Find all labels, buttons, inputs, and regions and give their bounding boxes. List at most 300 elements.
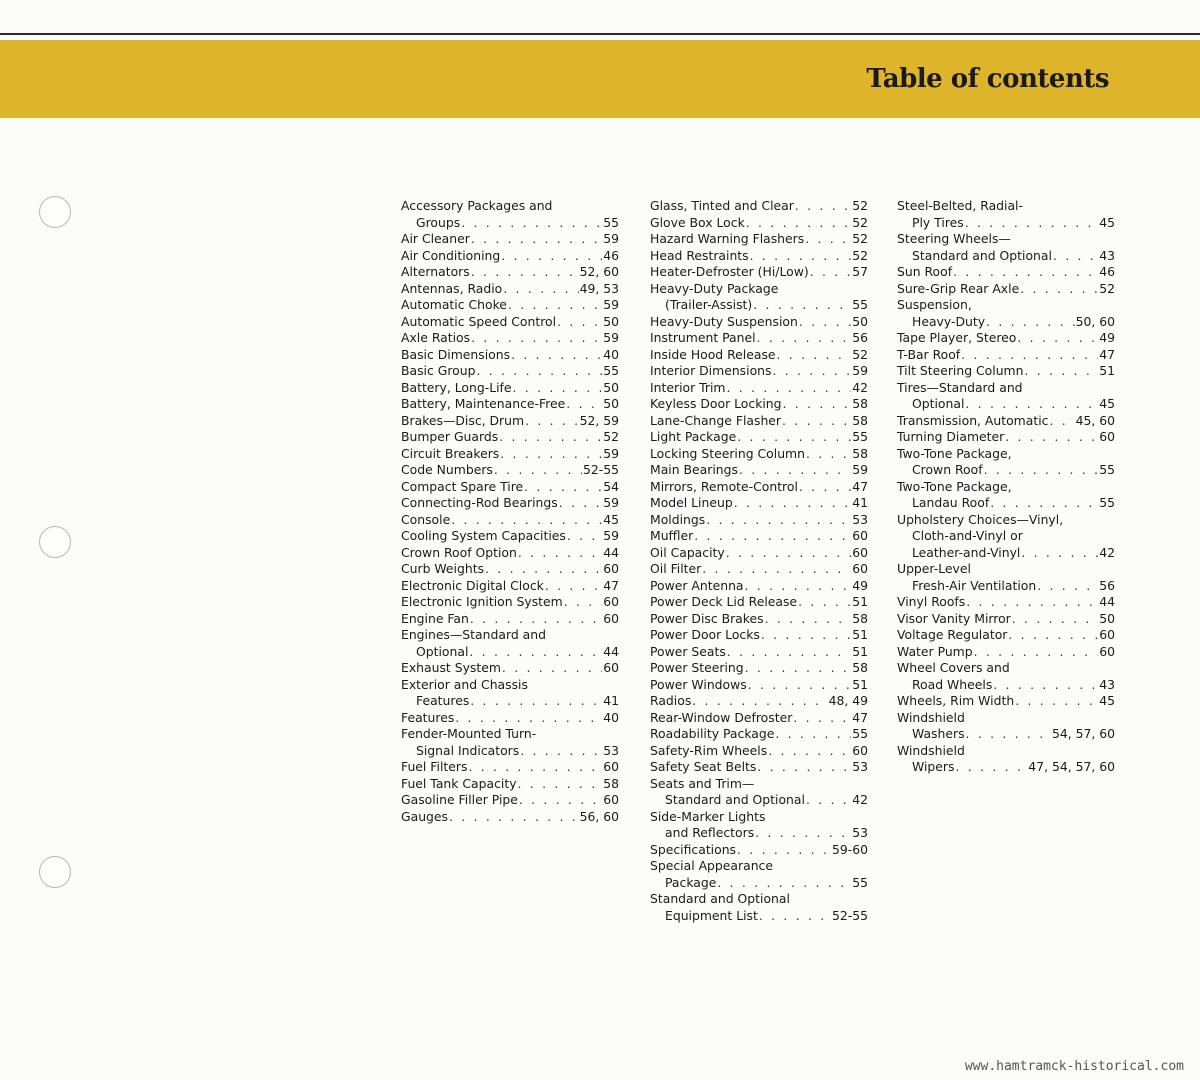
dot-leader xyxy=(750,248,852,265)
top-rule xyxy=(0,33,1200,35)
index-entry xyxy=(650,314,868,331)
entry-page-number: 60 xyxy=(1099,643,1115,659)
entry-page-number: 60 xyxy=(603,561,619,576)
entry-page-number: 59 xyxy=(603,528,619,543)
entry-page-number: 55 xyxy=(852,874,868,890)
entry-label: Rear-Window Defroster xyxy=(650,709,793,725)
entry-label: Basic Dimensions xyxy=(401,346,511,362)
index-entry xyxy=(650,248,868,265)
entry-page-number: 50 xyxy=(852,313,868,329)
index-entry xyxy=(897,561,1115,594)
dot-leader xyxy=(567,528,602,545)
dot-leader xyxy=(471,264,579,281)
entry-page-number: 45 xyxy=(603,511,619,527)
dot-leader xyxy=(518,545,602,562)
entry-page-number: 52 xyxy=(1099,280,1115,296)
dot-leader xyxy=(470,611,602,628)
entry-page-number: 58 xyxy=(852,610,868,626)
entry-page-number: 58 xyxy=(852,445,868,461)
entry-label: Muffler xyxy=(650,528,694,543)
index-entry xyxy=(650,710,868,727)
entry-page-number: 60 xyxy=(852,742,868,758)
index-entry xyxy=(401,627,619,660)
index-entry xyxy=(401,578,619,595)
dot-leader xyxy=(470,693,602,710)
dot-leader xyxy=(564,594,603,611)
dot-leader xyxy=(1020,281,1098,298)
dot-leader xyxy=(545,578,602,595)
entry-page-number: 51 xyxy=(852,627,868,642)
entry-page-number: 55 xyxy=(852,297,868,312)
index-entry xyxy=(897,429,1115,446)
entry-page-number: 59 xyxy=(603,495,619,510)
dot-leader xyxy=(782,413,851,430)
entry-label: Tape Player, Stereo xyxy=(897,330,1017,345)
entry-page-number: 50 xyxy=(603,313,619,329)
entry-page-number: 46 xyxy=(603,247,619,263)
dot-leader xyxy=(955,759,1027,776)
dot-leader xyxy=(494,462,582,479)
index-entry xyxy=(650,726,868,743)
dot-leader xyxy=(761,627,851,644)
dot-leader xyxy=(757,759,851,776)
entry-page-number: 51 xyxy=(852,594,868,609)
entry-label: Transmission, Automatic xyxy=(897,412,1049,428)
dot-leader xyxy=(757,330,852,347)
dot-leader xyxy=(798,594,851,611)
entry-page-number: 47, 54, 57, 60 xyxy=(1028,759,1115,774)
entry-label: Engines—Standard and xyxy=(401,627,546,642)
entry-page-number: 53 xyxy=(852,759,868,774)
entry-page-number: 52 xyxy=(852,198,868,213)
dot-leader xyxy=(984,462,1099,479)
index-entry xyxy=(650,363,868,380)
dot-leader xyxy=(993,677,1098,694)
entry-label: Hazard Warning Flashers xyxy=(650,231,805,246)
entry-label: Side-Marker Lights xyxy=(650,808,766,824)
dot-leader xyxy=(449,809,579,826)
entry-page-number: 60 xyxy=(1099,627,1115,642)
dot-leader xyxy=(717,875,851,892)
entry-label: Keyless Door Locking xyxy=(650,396,782,411)
entry-page-number: 59 xyxy=(603,445,619,461)
index-entry xyxy=(650,429,868,446)
dot-leader xyxy=(485,561,602,578)
dot-leader xyxy=(739,462,851,479)
dot-leader xyxy=(518,776,603,793)
dot-leader xyxy=(692,693,827,710)
entry-page-number: 55 xyxy=(603,214,619,230)
entry-label: Oil Capacity xyxy=(650,544,725,560)
index-entry xyxy=(650,842,868,859)
dot-leader xyxy=(765,611,852,628)
entry-page-number: 56, 60 xyxy=(579,808,619,824)
entry-label: Roadability Package xyxy=(650,726,775,741)
entry-page-number: 60 xyxy=(852,544,868,560)
entry-page-number: 52-55 xyxy=(831,907,868,923)
entry-page-number: 47 xyxy=(1099,346,1115,362)
index-entry xyxy=(650,776,868,809)
index-entry xyxy=(650,660,868,677)
entry-page-number: 60 xyxy=(603,759,619,774)
index-entry xyxy=(897,363,1115,380)
index-entry xyxy=(401,726,619,759)
dot-leader xyxy=(511,347,602,364)
entry-label: Crown Roof Option xyxy=(401,544,517,560)
entry-page-number: 55 xyxy=(852,429,868,444)
entry-label: Standard and Optional xyxy=(665,792,805,807)
entry-label: Head Restraints xyxy=(650,247,749,263)
entry-label: Standard and Optional xyxy=(912,247,1052,263)
dot-leader xyxy=(1012,611,1098,628)
entry-label: Equipment List xyxy=(665,907,758,923)
entry-label: Accessory Packages and xyxy=(401,198,553,213)
entry-label: Crown Roof xyxy=(912,462,983,477)
dot-leader xyxy=(559,495,602,512)
index-entry xyxy=(897,281,1115,298)
dot-leader xyxy=(727,644,851,661)
dot-leader xyxy=(753,297,851,314)
dot-leader xyxy=(795,198,851,215)
index-entry xyxy=(650,743,868,760)
index-entry xyxy=(897,512,1115,562)
entry-page-number: 59 xyxy=(852,462,868,477)
watermark: www.hamtramck-historical.com xyxy=(964,1059,1184,1074)
entry-label: Curb Weights xyxy=(401,561,485,576)
entry-label: Sun Roof xyxy=(897,264,953,279)
entry-page-number: 52 xyxy=(852,214,868,230)
entry-label: Groups xyxy=(416,214,461,230)
dot-leader xyxy=(806,792,851,809)
dot-leader xyxy=(524,479,602,496)
index-entry xyxy=(897,743,1115,776)
entry-label: Safety Seat Belts xyxy=(650,759,757,774)
entry-label: Two-Tone Package, xyxy=(897,478,1012,494)
index-entry xyxy=(401,512,619,529)
entry-label: Heavy-Duty Package xyxy=(650,280,779,296)
entry-label: Compact Spare Tire xyxy=(401,478,524,494)
index-entry xyxy=(897,347,1115,364)
index-entry xyxy=(650,330,868,347)
dot-leader xyxy=(468,759,602,776)
entry-label: Signal Indicators xyxy=(416,742,520,758)
entry-page-number: 41 xyxy=(852,495,868,510)
entry-page-number: 52 xyxy=(852,231,868,246)
dot-leader xyxy=(726,545,851,562)
entry-page-number: 45 xyxy=(1099,693,1115,708)
entry-label: Optional xyxy=(912,396,965,411)
index-entry xyxy=(401,660,619,677)
dot-leader xyxy=(974,644,1099,661)
index-entry xyxy=(650,264,868,281)
dot-leader xyxy=(990,495,1098,512)
index-entry xyxy=(401,330,619,347)
entry-label: Gasoline Filler Pipe xyxy=(401,792,518,807)
index-entry xyxy=(401,446,619,463)
entry-label: Ply Tires xyxy=(912,214,964,230)
entry-page-number: 43 xyxy=(1099,676,1115,692)
entry-label: Battery, Maintenance-Free xyxy=(401,396,566,411)
entry-page-number: 47 xyxy=(852,478,868,494)
entry-label: Bumper Guards xyxy=(401,429,499,444)
index-entry xyxy=(897,611,1115,628)
entry-page-number: 46 xyxy=(1099,264,1115,279)
entry-label: Fender-Mounted Turn- xyxy=(401,726,537,741)
entry-label: Main Bearings xyxy=(650,462,738,477)
index-entry xyxy=(401,479,619,496)
entry-label: Fuel Tank Capacity xyxy=(401,775,517,791)
entry-label: Special Appearance xyxy=(650,858,773,873)
dot-leader xyxy=(1053,248,1098,265)
entry-label: Automatic Choke xyxy=(401,297,507,312)
entry-label: Exhaust System xyxy=(401,660,501,675)
entry-page-number: 47 xyxy=(603,577,619,593)
dot-leader xyxy=(953,264,1098,281)
binder-hole xyxy=(39,196,71,228)
entry-label: T-Bar Roof xyxy=(897,346,961,362)
entry-label: Code Numbers xyxy=(401,462,493,477)
entry-label: Wipers xyxy=(912,759,955,774)
entry-label: Radios xyxy=(650,693,692,708)
entry-page-number: 52 xyxy=(603,429,619,444)
entry-page-number: 60 xyxy=(852,561,868,576)
entry-label: Electronic Digital Clock xyxy=(401,577,544,593)
index-entry xyxy=(401,495,619,512)
dot-leader xyxy=(1017,330,1098,347)
entry-label: (Trailer-Assist) xyxy=(665,297,753,312)
dot-leader xyxy=(965,396,1098,413)
dot-leader xyxy=(471,231,602,248)
index-entry xyxy=(401,611,619,628)
index-entry xyxy=(650,215,868,232)
entry-page-number: 60 xyxy=(852,528,868,543)
index-entry xyxy=(401,297,619,314)
index-entry xyxy=(650,891,868,924)
dot-leader xyxy=(727,380,852,397)
dot-leader xyxy=(500,446,602,463)
index-column-3 xyxy=(897,198,1115,776)
index-entry xyxy=(650,611,868,628)
dot-leader xyxy=(746,215,851,232)
entry-label: Gauges xyxy=(401,808,448,824)
entry-page-number: 59 xyxy=(603,297,619,312)
index-entry xyxy=(650,446,868,463)
entry-page-number: 49 xyxy=(852,577,868,593)
index-entry xyxy=(897,693,1115,710)
dot-leader xyxy=(799,479,851,496)
index-entry xyxy=(650,627,868,644)
entry-page-number: 56 xyxy=(1099,577,1115,593)
index-entry xyxy=(650,677,868,694)
entry-page-number: 52-55 xyxy=(582,462,619,477)
dot-leader xyxy=(519,792,602,809)
index-entry xyxy=(897,479,1115,512)
entry-label: Upholstery Choices—Vinyl, xyxy=(897,511,1064,527)
entry-label: Landau Roof xyxy=(912,495,990,510)
dot-leader xyxy=(469,644,602,661)
entry-label: Antennas, Radio xyxy=(401,280,503,296)
entry-page-number: 44 xyxy=(603,643,619,659)
index-entry xyxy=(650,380,868,397)
index-entry xyxy=(401,380,619,397)
entry-label: Water Pump xyxy=(897,643,973,659)
entry-page-number: 42 xyxy=(852,792,868,807)
entry-label: Console xyxy=(401,511,451,527)
entry-label: Windshield xyxy=(897,742,965,758)
index-entry xyxy=(897,413,1115,430)
index-entry xyxy=(401,528,619,545)
index-entry xyxy=(401,248,619,265)
entry-page-number: 53 xyxy=(852,511,868,527)
index-entry xyxy=(650,528,868,545)
index-entry xyxy=(897,198,1115,231)
entry-label: Lane-Change Flasher xyxy=(650,412,782,428)
index-entry xyxy=(401,363,619,380)
entry-page-number: 60 xyxy=(603,610,619,626)
index-entry xyxy=(897,446,1115,479)
entry-page-number: 55 xyxy=(852,726,868,741)
index-entry xyxy=(650,396,868,413)
index-entry xyxy=(401,281,619,298)
index-entry xyxy=(897,644,1115,661)
entry-label: Optional xyxy=(416,643,469,659)
entry-page-number: 45 xyxy=(1099,396,1115,411)
index-entry xyxy=(650,809,868,842)
entry-label: Air Cleaner xyxy=(401,231,470,246)
entry-page-number: 43 xyxy=(1099,247,1115,263)
dot-leader xyxy=(745,660,852,677)
dot-leader xyxy=(525,413,579,430)
index-entry xyxy=(650,693,868,710)
entry-label: Axle Ratios xyxy=(401,330,471,345)
entry-label: Leather-and-Vinyl xyxy=(912,544,1021,560)
index-entry xyxy=(401,396,619,413)
entry-label: Battery, Long-Life xyxy=(401,379,512,395)
entry-label: Visor Vanity Mirror xyxy=(897,610,1011,626)
entry-page-number: 49, 53 xyxy=(579,280,619,296)
entry-label: Engine Fan xyxy=(401,610,469,626)
entry-page-number: 40 xyxy=(603,709,619,725)
dot-leader xyxy=(810,264,852,281)
entry-page-number: 55 xyxy=(1099,495,1115,510)
entry-page-number: 51 xyxy=(852,676,868,692)
entry-page-number: 58 xyxy=(852,396,868,411)
index-entry xyxy=(897,264,1115,281)
entry-label: Steering Wheels— xyxy=(897,231,1011,246)
entry-page-number: 50, 60 xyxy=(1075,313,1115,329)
entry-label: Light Package xyxy=(650,429,737,444)
entry-label: Vinyl Roofs xyxy=(897,594,966,609)
entry-label: Wheel Covers and xyxy=(897,660,1010,675)
index-column-1 xyxy=(401,198,619,825)
entry-label: Oil Filter xyxy=(650,561,702,576)
entry-page-number: 59 xyxy=(603,330,619,345)
dot-leader xyxy=(499,429,602,446)
entry-label: Power Steering xyxy=(650,660,744,675)
entry-label: Power Antenna xyxy=(650,577,744,593)
dot-leader xyxy=(966,726,1051,743)
index-entry xyxy=(650,561,868,578)
dot-leader xyxy=(737,842,831,859)
index-entry xyxy=(401,429,619,446)
dot-leader xyxy=(961,347,1098,364)
index-entry xyxy=(401,231,619,248)
index-entry xyxy=(401,594,619,611)
entry-label: Tires—Standard and xyxy=(897,379,1023,395)
index-entry xyxy=(650,413,868,430)
dot-leader xyxy=(783,396,852,413)
entry-page-number: 45, 60 xyxy=(1075,412,1115,428)
index-entry xyxy=(401,347,619,364)
entry-page-number: 58 xyxy=(852,412,868,428)
dot-leader xyxy=(451,512,602,529)
dot-leader xyxy=(737,429,851,446)
entry-page-number: 45 xyxy=(1099,214,1115,230)
dot-leader xyxy=(777,347,852,364)
index-entry xyxy=(650,495,868,512)
dot-leader xyxy=(748,677,852,694)
entry-label: Cooling System Capacities xyxy=(401,528,566,543)
dot-leader xyxy=(759,908,831,925)
entry-page-number: 60 xyxy=(1099,429,1115,444)
entry-label: Safety-Rim Wheels xyxy=(650,742,768,758)
entry-label: Turning Diameter xyxy=(897,429,1005,444)
dot-leader xyxy=(1015,693,1098,710)
entry-label: Heavy-Duty Suspension xyxy=(650,313,798,329)
entry-label: Standard and Optional xyxy=(650,891,790,906)
dot-leader xyxy=(799,314,851,331)
entry-label: Washers xyxy=(912,726,965,741)
entry-page-number: 55 xyxy=(1099,462,1115,477)
entry-label: Basic Group xyxy=(401,363,476,378)
dot-leader xyxy=(476,363,602,380)
index-entry xyxy=(650,594,868,611)
index-entry xyxy=(650,281,868,314)
index-entry xyxy=(897,330,1115,347)
entry-label: Road Wheels xyxy=(912,676,993,692)
entry-page-number: 42 xyxy=(852,379,868,395)
entry-label: Power Disc Brakes xyxy=(650,610,764,626)
index-entry xyxy=(401,710,619,727)
index-entry xyxy=(401,561,619,578)
entry-page-number: 52 xyxy=(852,247,868,263)
dot-leader xyxy=(768,743,851,760)
dot-leader xyxy=(508,297,602,314)
dot-leader xyxy=(706,512,851,529)
dot-leader xyxy=(793,710,851,727)
entry-label: Windshield xyxy=(897,709,965,725)
index-entry xyxy=(650,231,868,248)
entry-label: Voltage Regulator xyxy=(897,627,1008,642)
entry-label: Features xyxy=(401,709,455,725)
entry-page-number: 44 xyxy=(603,544,619,560)
index-entry xyxy=(401,759,619,776)
entry-label: Circuit Breakers xyxy=(401,445,500,461)
index-entry xyxy=(650,858,868,891)
dot-leader xyxy=(471,330,602,347)
entry-page-number: 52, 60 xyxy=(579,264,619,279)
entry-page-number: 52, 59 xyxy=(579,412,619,428)
dot-leader xyxy=(745,578,852,595)
entry-label: Package xyxy=(665,874,717,890)
index-entry xyxy=(650,347,868,364)
entry-label: Mirrors, Remote-Control xyxy=(650,478,798,494)
entry-label: Wheels, Rim Width xyxy=(897,693,1015,708)
dot-leader xyxy=(557,314,602,331)
entry-page-number: 50 xyxy=(603,396,619,411)
index-entry xyxy=(401,264,619,281)
entry-label: and Reflectors xyxy=(665,825,755,840)
